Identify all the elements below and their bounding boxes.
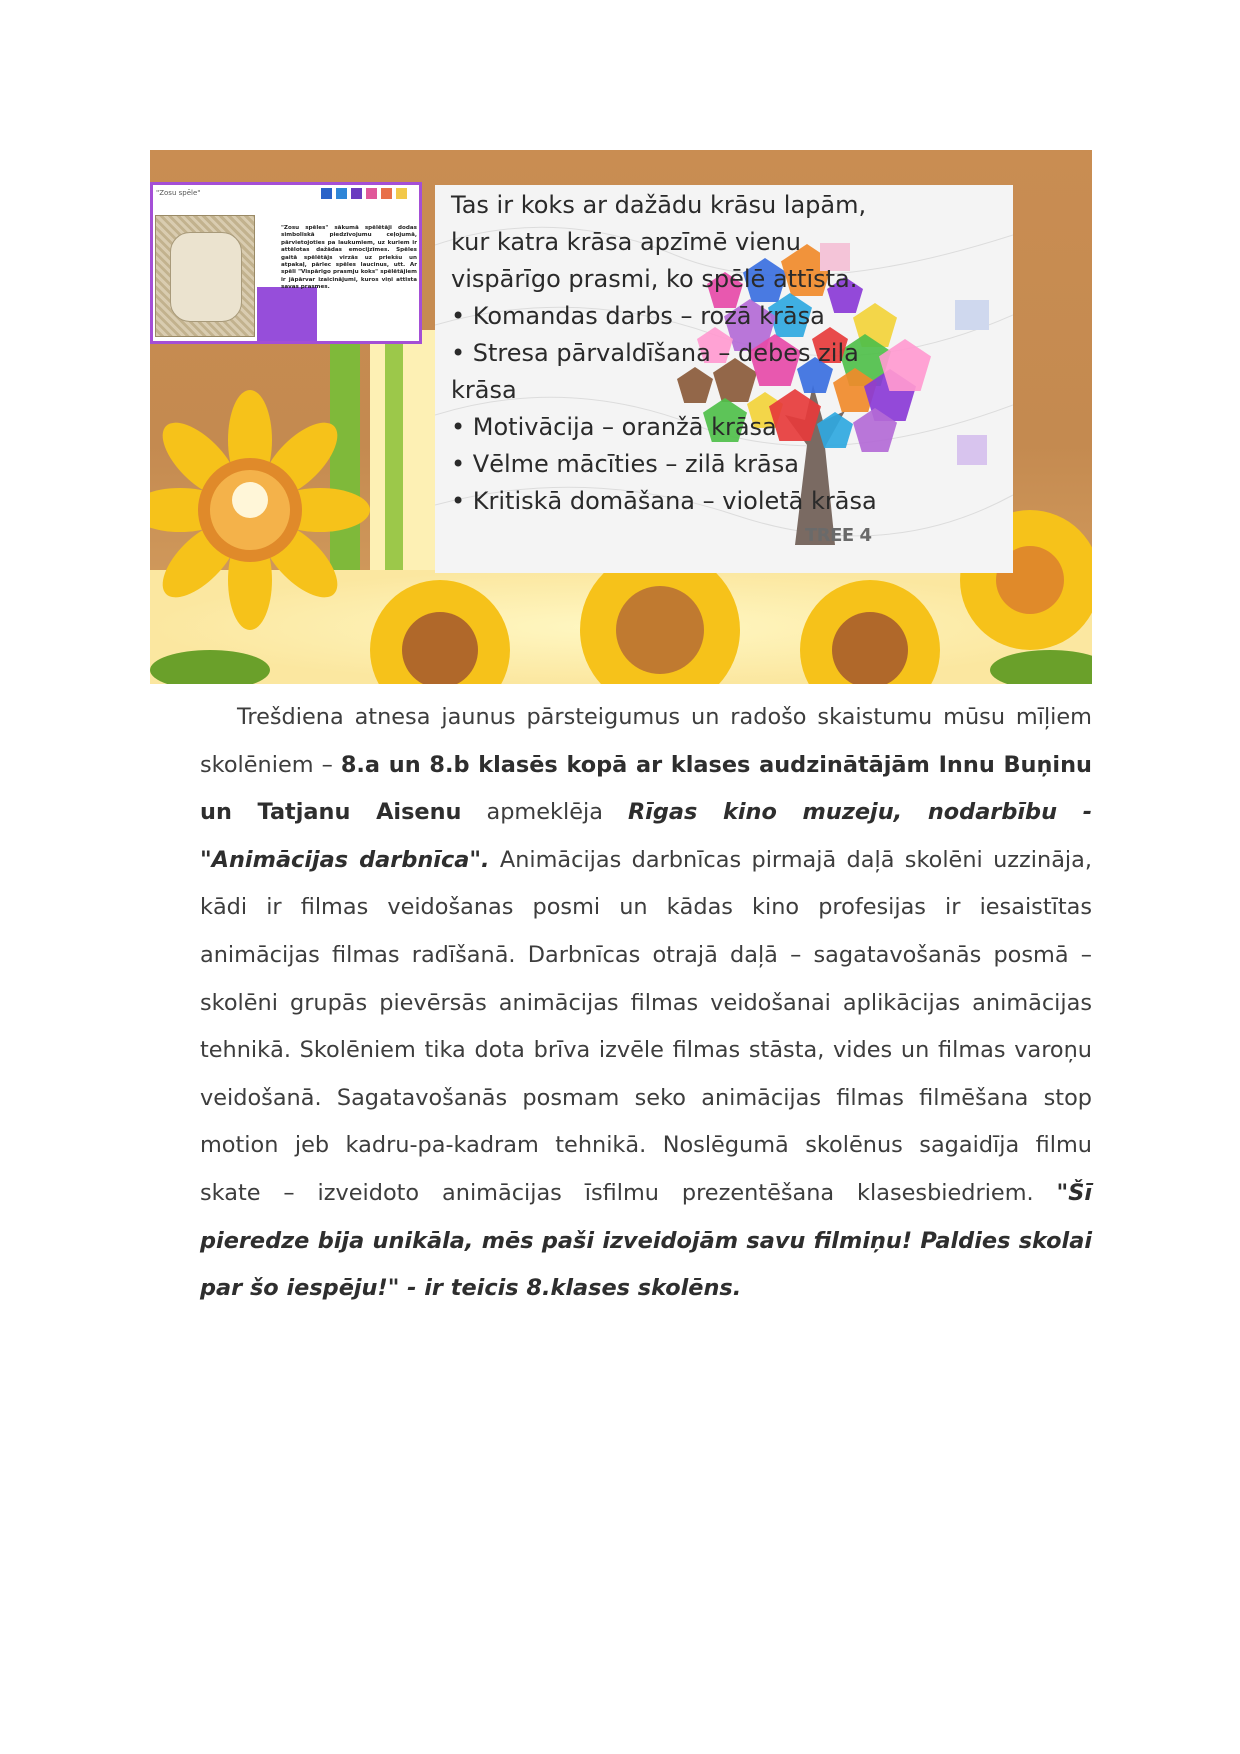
swatch xyxy=(366,188,377,199)
slide-text xyxy=(451,187,1011,520)
inset-caption: "Zosu spēle" xyxy=(156,189,201,197)
swatch xyxy=(396,188,407,199)
inset-text: "Zosu spēles" sākumā spēlētāji dodas simboliskā piedzīvojumu ceļojumā, pārvietojoties pa laukumiem, uz kuriem ir attēlotas dažādas emocijzīmes. Spēles gaitā spēlētājs virzās uz priekšu un atpakaļ, pārlec spēles laucinus, utt. Ar spēli "Vispārīgo prasmju koks" spēlētājiem ir jāpārvar izaicinājumi, kuros viņi attīsta savas prasmes. xyxy=(281,225,417,291)
color-swatches xyxy=(321,188,407,199)
slide-line: • Stresa pārvaldīšana – debes zila xyxy=(451,339,859,367)
skills-tree-slide xyxy=(435,185,1013,573)
slide-line: Tas ir koks ar dažādu krāsu lapām, xyxy=(451,191,867,219)
slide-line: • Motivācija – oranžā krāsa xyxy=(451,413,777,441)
article-museum-name: Rīgas kino muzeju, nodarbību - "Animācijas darbnīca". xyxy=(200,799,1092,873)
article-text: Animācijas darbnīcas pirmajā daļā skolēni uzzināja, kādi ir filmas veidošanas posmi un kādas kino profesijas ir iesaistītas animācijas filmas radīšanā. Darbnīcas otrajā daļā – sagatavošanās posmā – skolēni grupās pievērsās animācijas filmas veidošanai aplikācijas animācijas tehnikā. Skolēniem tika dota brīva izvēle filmas stāsta, vides un filmas varoņu veidošanā. Sagatavošanās posmam seko animācijas filmas filmēšana stop motion jeb kadru-pa-kadram tehnikā. Noslēgumā skolēnus sagaidīja filmu skate – izveidoto animācijas īsfilmu prezentēšana klasesbiedriem. xyxy=(200,846,1092,1206)
slide-line: krāsa xyxy=(451,376,517,404)
slide-line: • Vēlme mācīties – zilā krāsa xyxy=(451,450,799,478)
goose-game-board xyxy=(155,215,255,337)
slide-line: vispārīgo prasmi, ko spēlē attīsta. xyxy=(451,265,858,293)
slide-line: kur katra krāsa apzīmē vienu xyxy=(451,228,802,256)
swatch xyxy=(351,188,362,199)
article-paragraph xyxy=(200,694,1092,1313)
article-text: Trešdiena atnesa jaunus pārsteigumus un radošo skaistumu mūsu mīļiem skolēniem – xyxy=(200,704,1092,778)
rainbow-graphic xyxy=(257,287,317,343)
swatch xyxy=(336,188,347,199)
board-center xyxy=(170,232,242,322)
slide-line: • Kritiskā domāšana – violetā krāsa xyxy=(451,487,877,515)
slide-line: • Komandas darbs – rozā krāsa xyxy=(451,302,825,330)
article-bold-classes: 8.a un 8.b klasēs kopā ar klases audzinātājām Innu Buņinu un Tatjanu Aisenu xyxy=(200,751,1092,826)
article-photo xyxy=(150,150,1092,684)
swatch xyxy=(321,188,332,199)
tree-label: TREE 4 xyxy=(805,525,872,546)
game-description-inset xyxy=(150,182,422,344)
swatch xyxy=(381,188,392,199)
student-quote: "Šī pieredze bija unikāla, mēs paši izveidojām savu filmiņu! Paldies skolai par šo iespēju!" - ir teicis 8.klases skolēns. xyxy=(200,1179,1092,1302)
article-text: apmeklēja xyxy=(461,799,628,826)
